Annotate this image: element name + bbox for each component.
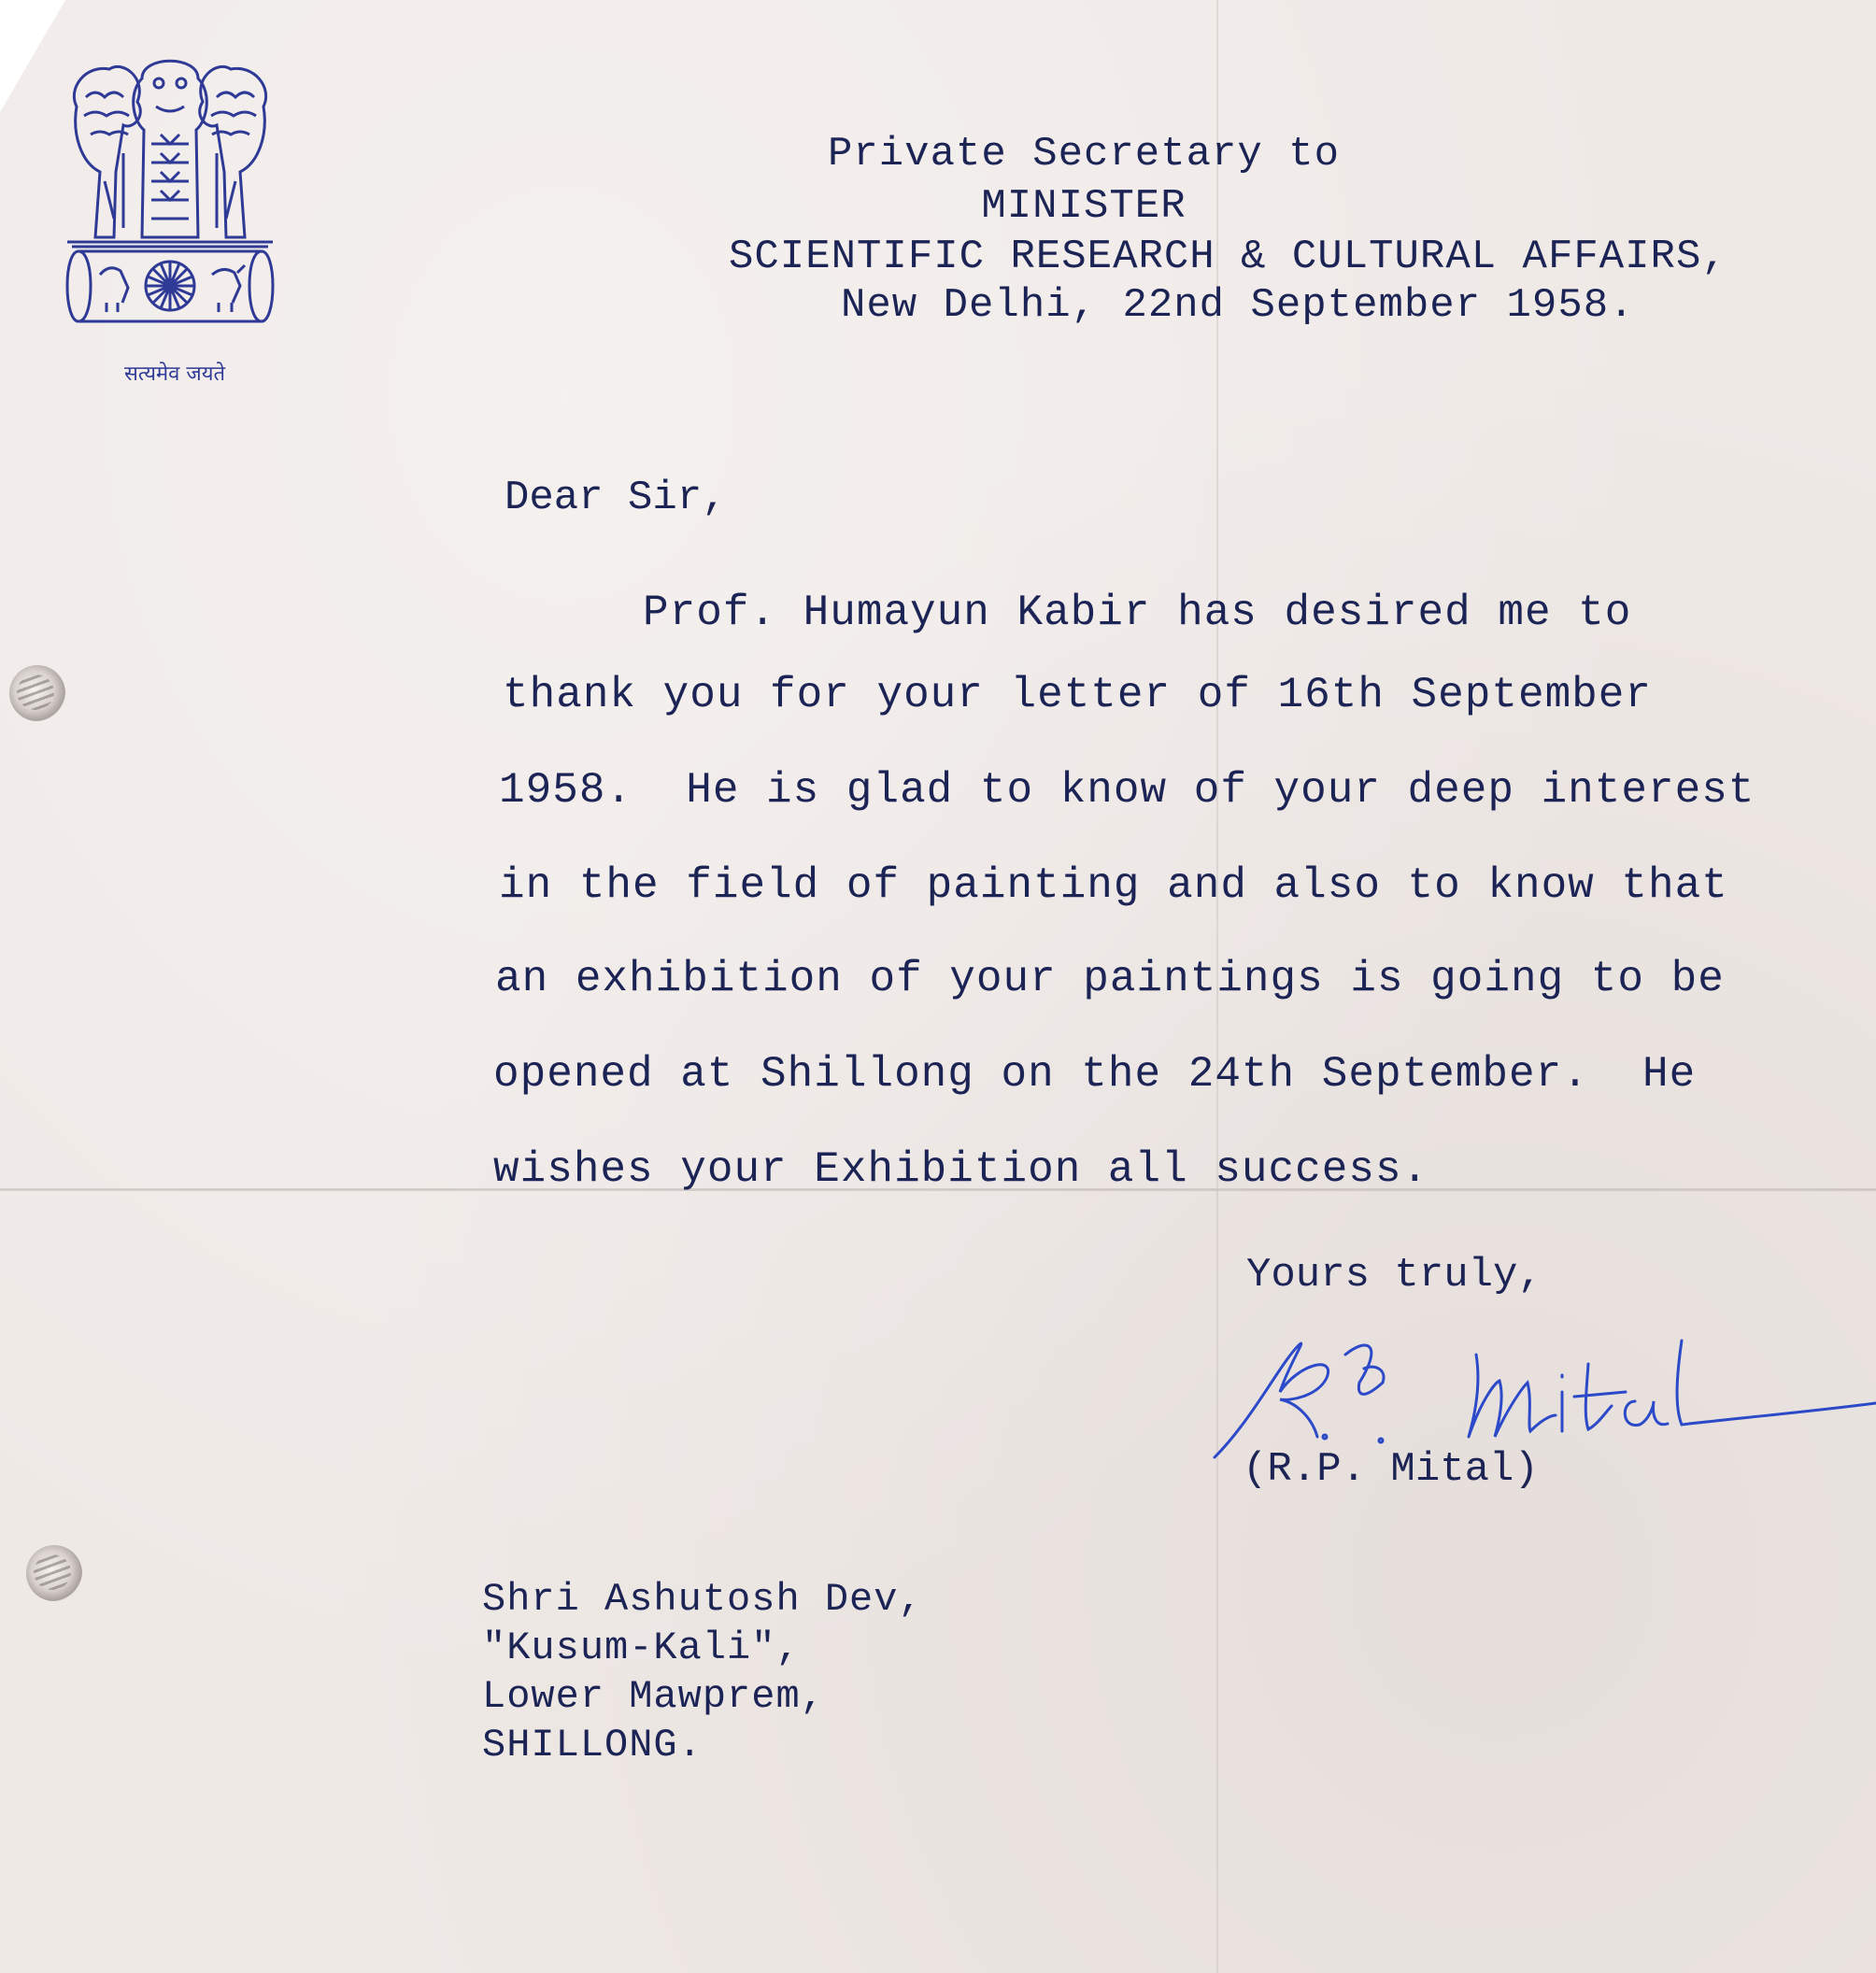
body-line-1: Prof. Humayun Kabir has desired me to [643, 589, 1632, 637]
body-line-5: an exhibition of your paintings is going to be [495, 955, 1725, 1003]
body-line-6: opened at Shillong on the 24th September. He [493, 1050, 1697, 1099]
body-line-4: in the field of painting and also to know that [499, 861, 1728, 910]
recipient-line-4: SHILLONG. [482, 1723, 703, 1767]
header-line-1: Private Secretary to [827, 131, 1341, 177]
body-line-2: thank you for your letter of 16th September [503, 671, 1652, 719]
torn-corner [0, 0, 65, 112]
header-date: New Delhi, 22nd September 1958. [841, 282, 1635, 329]
emblem-motto: सत्यमेव जयते [123, 362, 226, 386]
recipient-line-3: Lower Mawprem, [482, 1674, 825, 1719]
header-line-2: MINISTER [981, 183, 1187, 230]
recipient-line-1: Shri Ashutosh Dev, [482, 1577, 923, 1622]
header-line-3: SCIENTIFIC RESEARCH & CULTURAL AFFAIRS, [729, 234, 1727, 280]
salutation: Dear Sir, [505, 475, 727, 521]
closing: Yours truly, [1246, 1252, 1542, 1299]
body-line-3: 1958. He is glad to know of your deep interest [499, 766, 1755, 815]
recipient-line-2: "Kusum-Kali", [482, 1625, 801, 1670]
state-emblem-icon [58, 41, 282, 387]
punch-hole-upper [9, 665, 65, 721]
body-line-7: wishes your Exhibition all success. [493, 1145, 1429, 1194]
punch-hole-lower [26, 1545, 82, 1601]
signer-name: (R.P. Mital) [1243, 1446, 1539, 1493]
